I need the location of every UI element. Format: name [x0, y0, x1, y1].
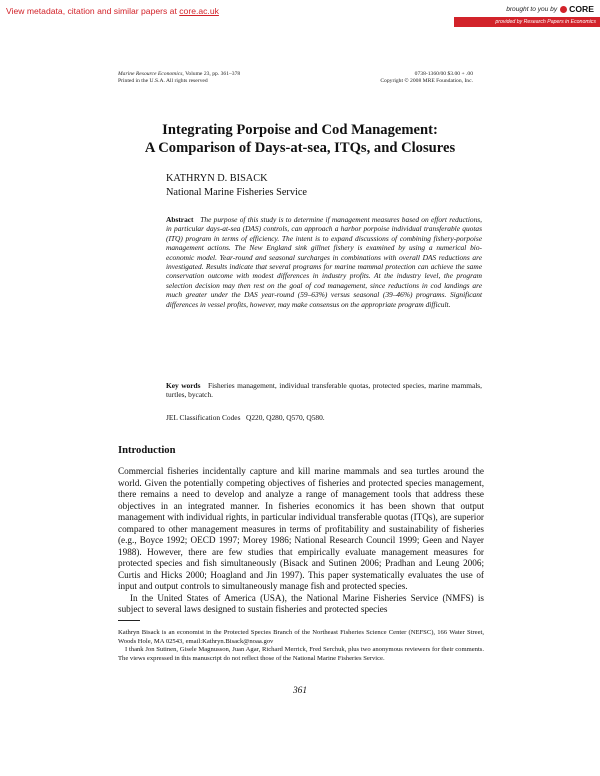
- footnote-rule: [118, 620, 140, 621]
- core-link-text: View metadata, citation and similar papers at: [6, 6, 177, 16]
- footnote-acknowledgments: I thank Jon Sutinen, Gisele Magnusson, Juan Agar, Richard Merrick, Fred Serchuk, plus two anonymous reviewers for their comments. The views expressed in this manuscript do not reflect those of the National Marine Fisheries Service.: [118, 646, 484, 662]
- introduction-body: [118, 466, 484, 616]
- keywords: [166, 381, 482, 400]
- author-name: KATHRYN D. BISACK: [166, 173, 268, 184]
- core-logo-text: CORE: [569, 4, 594, 14]
- abstract-text: The purpose of this study is to determine if management measures based on effort reductions, in particular days-at-sea (DAS) controls, can approach a harbor porpoise individual transferable quotas (ITQ) program in terms of efficiency. The intent is to expand discussions of combining fishery-porpoise management actions. The New England sink gillnet fishery is examined by using a numerical bio-economic model. Year-round and seasonal surcharges in combinations with overall DAS reductions are investigated. Results indicate that several programs for marine mammal protection can achieve the same conservation outcome with modest differences in industry profits. At the industry level, the program selection decision may then rest on the goal of cod management, since reductions in cod landings are much greater under the DAS year-round (59–63%) versus seasonal (39–46%) programs. Significant differences in vessel profits, however, may make consensus on the appropriate program difficult.: [166, 215, 482, 309]
- issn: 0738-1360/00 $3.00 + .00: [414, 71, 473, 77]
- core-branding[interactable]: [506, 4, 594, 14]
- journal-name: Marine Resource Economics: [118, 71, 183, 77]
- paragraph: Commercial fisheries incidentally capture and kill marine mammals and sea turtles around the world. Given the potentially competing objectives of fisheries and protected species management, there remains a need to develop and analyze a range of management tools that address these objectives in an integrated manner. In fisheries economics it has been shown that output management with individual rights, in particular individual transferable quotas (ITQs), are superior compared to other management measures in terms of profitability and sustainability of fisheries (e.g., Boyce 1992; OECD 1997; Morey 1986; National Research Council 1999; Geen and Nayer 1988). However, there are few studies that empirically evaluate management measures for protected species and fish simultaneously (Bisack and Sutinen 2006; Pradhan and Leung 2006; Curtis and Hicks 2000; Hoagland and Jin 1997). This paper systematically evaluates the use of input and output controls to simultaneously manage fish and protected species.: [118, 466, 484, 591]
- brought-by-text: brought to you by: [506, 5, 558, 13]
- title-line-1: Integrating Porpoise and Cod Management:: [162, 122, 438, 138]
- keywords-label: Key words: [166, 381, 201, 390]
- journal-header-left: [118, 71, 240, 85]
- page-number: 361: [292, 686, 308, 696]
- author-affiliation: National Marine Fisheries Service: [166, 187, 307, 198]
- journal-header-right: [380, 71, 473, 85]
- abstract-label: Abstract: [166, 215, 194, 224]
- section-heading: Introduction: [118, 445, 176, 456]
- footnote-author-info: Kathryn Bisack is an economist in the Protected Species Branch of the Northeast Fisheries Science Center (NEFSC), 166 Water Street, Woods Hole, MA 02543, email:Kathryn.Bisack@noaa.gov: [118, 629, 484, 645]
- core-banner: [0, 0, 600, 28]
- journal-volume: , Volume 23, pp. 361–378: [182, 71, 241, 77]
- paper-title: [70, 121, 530, 157]
- provided-by-strip[interactable]: provided by Research Papers in Economics: [454, 17, 600, 27]
- printed-notice: Printed in the U.S.A. All rights reserved: [118, 78, 208, 84]
- core-logo-icon: [560, 6, 567, 13]
- author-block: [166, 172, 307, 200]
- copyright: Copyright © 2008 MRE Foundation, Inc.: [380, 78, 473, 84]
- abstract: [166, 215, 482, 309]
- jel-values: Q220, Q280, Q570, Q580.: [246, 413, 325, 422]
- jel-label: JEL Classification Codes: [166, 413, 241, 422]
- paragraph: In the United States of America (USA), the National Marine Fisheries Service (NMFS) is subject to several laws designed to sustain fisheries and protected species: [118, 592, 484, 614]
- core-link-domain[interactable]: core.ac.uk: [179, 6, 219, 16]
- footnote: [118, 629, 484, 663]
- keywords-text: Fisheries management, individual transferable quotas, protected species, marine mammals, turtles, bycatch.: [166, 381, 482, 400]
- title-line-2: A Comparison of Days-at-sea, ITQs, and Closures: [144, 140, 456, 156]
- jel-codes: [166, 413, 325, 422]
- core-metadata-link[interactable]: [6, 6, 219, 16]
